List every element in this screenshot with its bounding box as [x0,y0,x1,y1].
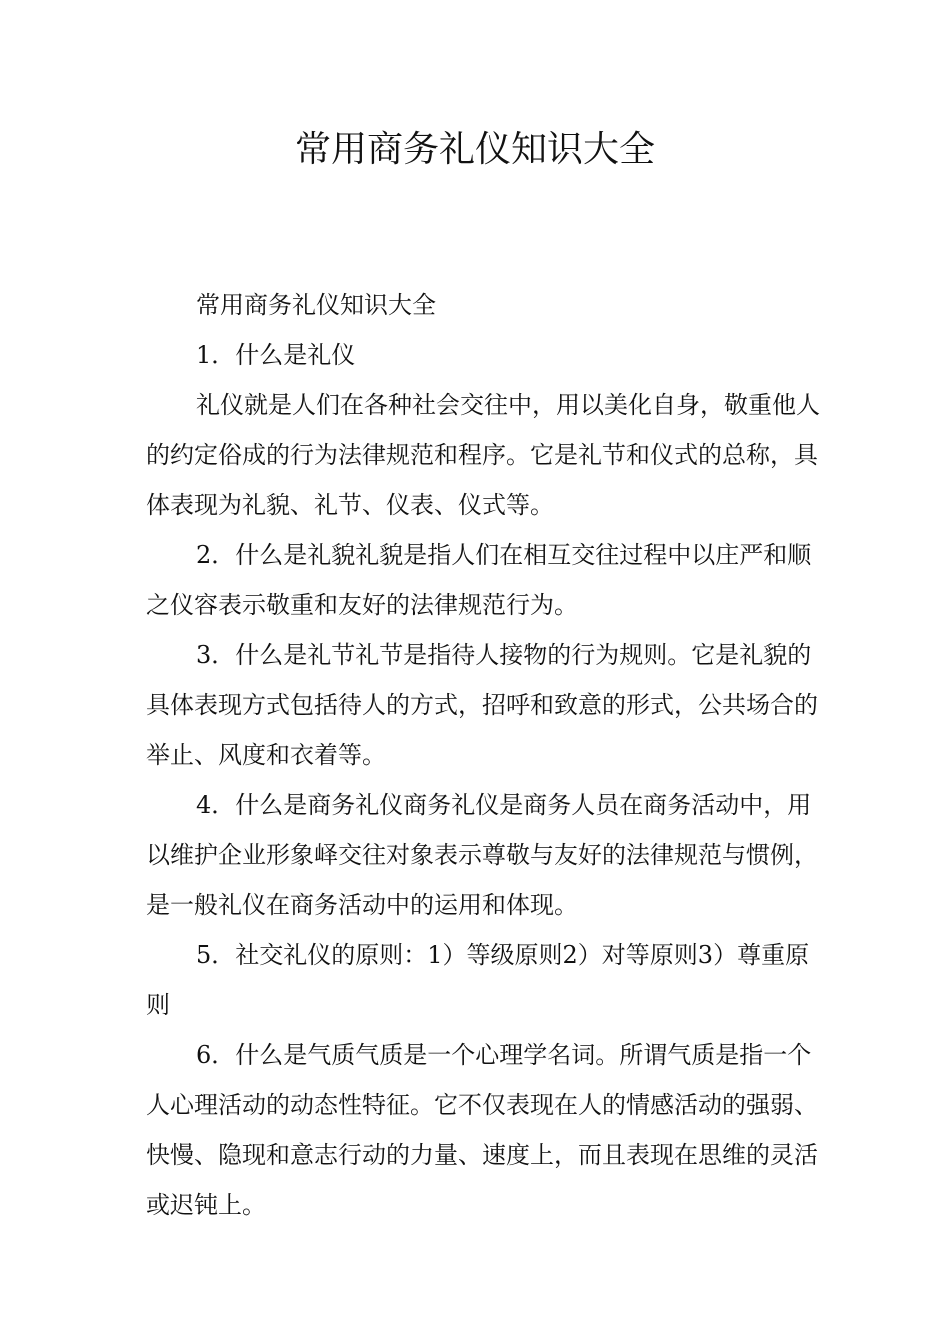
paragraph-politeness: 2．什么是礼貌礼貌是指人们在相互交往过程中以庄严和顺之仪容表示敬重和友好的法律规范行为。 [146,541,812,619]
paragraph-courtesy: 3．什么是礼节礼节是指待人接物的行为规则。它是礼貌的具体表现方式包括待人的方式，招呼和致意的形式，公共场合的举止、风度和衣着等。 [146,641,818,769]
paragraph-temperament: 6．什么是气质气质是一个心理学名词。所谓气质是指一个人心理活动的动态性特征。它不仅表现在人的情感活动的强弱、快慢、隐现和意志行动的力量、速度上，而且表现在思维的灵活或迟钝上。 [146,1041,818,1219]
paragraph-business-etiquette: 4．什么是商务礼仪商务礼仪是商务人员在商务活动中，用以维护企业形象峄交往对象表示尊敬与友好的法律规范与惯例，是一般礼仪在商务活动中的运用和体现。 [146,791,818,919]
paragraph-subtitle: 常用商务礼仪知识大全 [196,291,436,319]
paragraph-social-principles: 5．社交礼仪的原则：1）等级原则2）对等原则3）尊重原则 [146,941,810,1019]
paragraph-etiquette-definition: 礼仪就是人们在各种社会交往中，用以美化自身，敬重他人的约定俗成的行为法律规范和程序。它是礼节和仪式的总称，具体表现为礼貌、礼节、仪表、仪式等。 [146,391,820,519]
document-body [146,280,826,1230]
paragraph-heading-1: 1．什么是礼仪 [196,341,356,369]
document-title: 常用商务礼仪知识大全 [294,129,655,170]
